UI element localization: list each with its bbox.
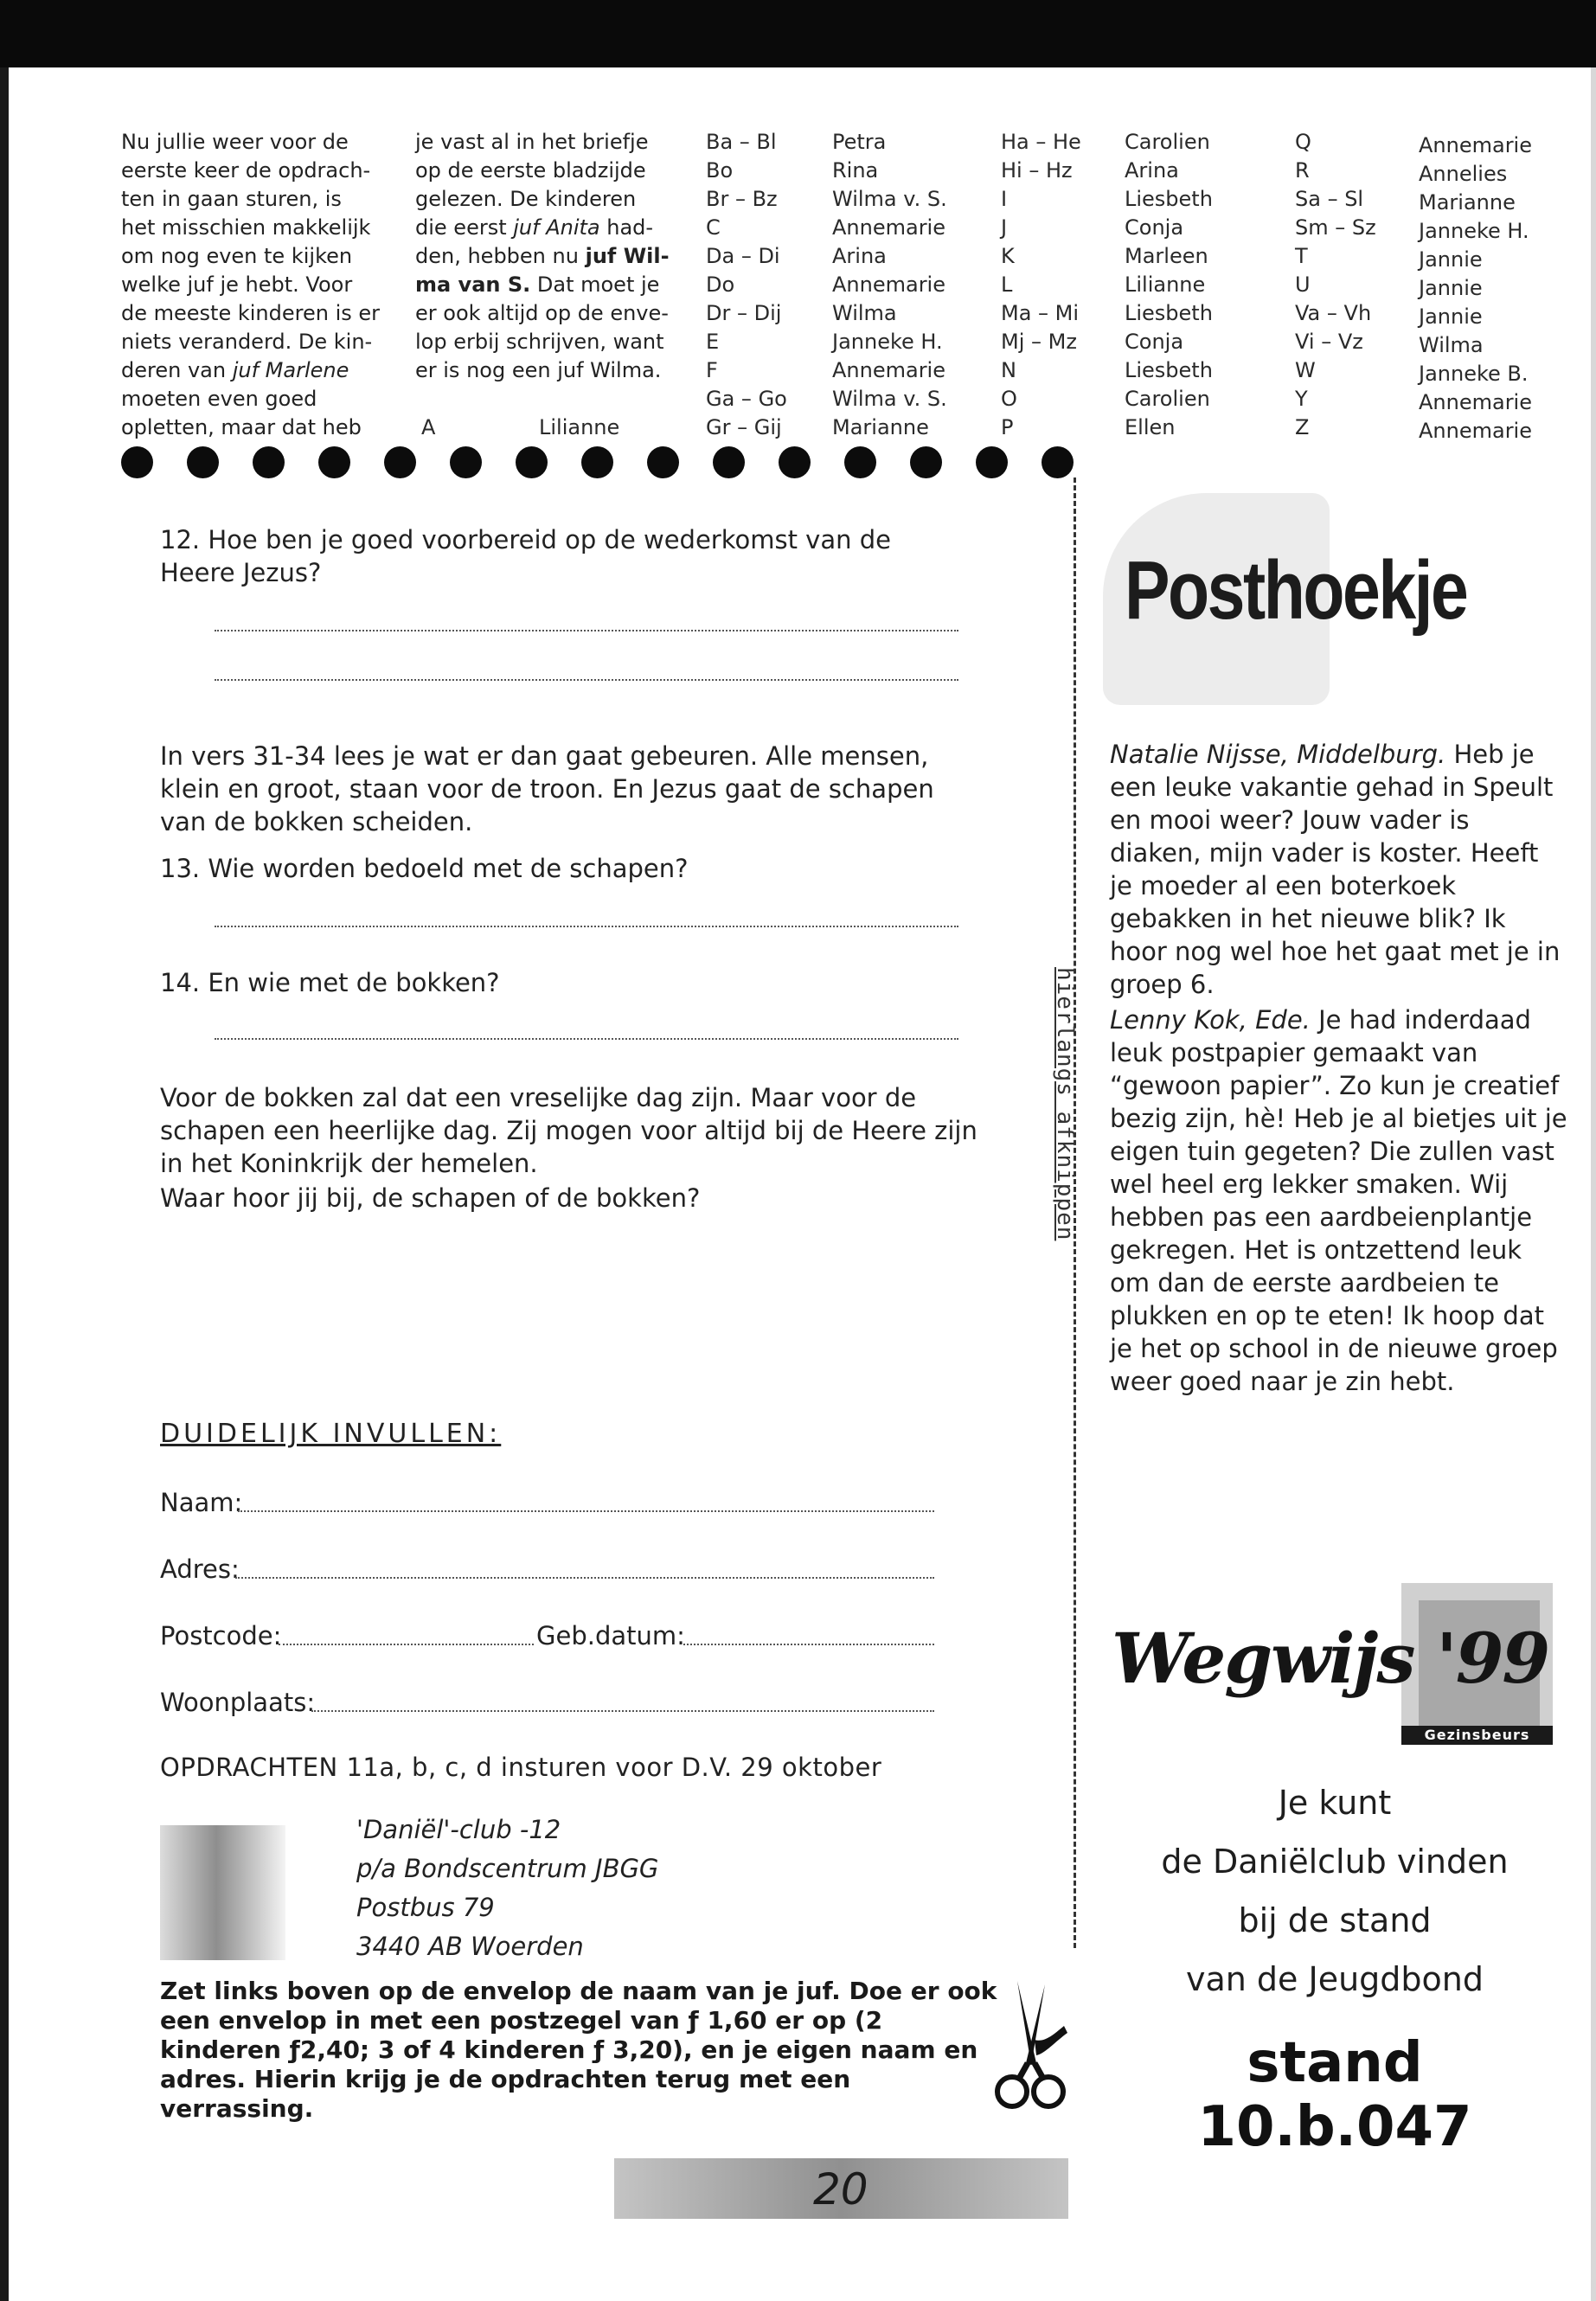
cut-line-text: hierlangs afknippen — [1052, 967, 1078, 1241]
answer-line-14[interactable] — [215, 1038, 958, 1040]
juf-letter-a: A — [421, 415, 436, 439]
juf-letters-col-1: Ba – Bl Bo Br – Bz C Da – Di Do Dr – Dij E F Ga – Go Gr – Gij — [706, 130, 787, 439]
letter-lenny — [1110, 1003, 1568, 1398]
postcode-label: Postcode: — [160, 1621, 282, 1650]
gebdatum-field[interactable] — [683, 1644, 934, 1645]
question-12: 12. Hoe ben je goed voorbereid op de wederkomst van de Heere Jezus? — [160, 525, 891, 587]
woonplaats-label: Woonplaats: — [160, 1688, 316, 1717]
address-decoration — [160, 1825, 285, 1960]
question-13: 13. Wie worden bedoeld met de schapen? — [160, 854, 689, 883]
juf-names-col-1: Petra Rina Wilma v. S. Annemarie Arina Annemarie Wilma Janneke H. Annemarie Wilma v. S. Marianne — [832, 130, 947, 439]
stand-line-1: Je kunt — [1278, 1784, 1392, 1822]
address-line-2: p/a Bondscentrum JBGG — [356, 1854, 659, 1883]
letter-1-text: Heb je een leuke vakantie gehad in Speult en mooi weer? Jouw vader is diaken, mijn vader is koster. Heeft je moeder al een boterkoek gebakken in het nieuwe blik? Ik hoor nog wel hoe het gaat met je in groep 6. — [1110, 740, 1561, 999]
address-line-3: Postbus 79 — [356, 1893, 495, 1922]
opdrachten-deadline: OPDRACHTEN 11a, b, c, d insturen voor D.V. 29 oktober — [160, 1753, 882, 1782]
postcode-field[interactable] — [279, 1644, 534, 1645]
bokken-paragraph: Voor de bokken zal dat een vreselijke dag zijn. Maar voor de schapen een heerlijke dag. Zij mogen voor altijd bij de Heere zijn in het Koninkrijk der hemelen. — [160, 1083, 977, 1178]
intro-column-2: je vast al in het briefje op de eerste bladzijde gelezen. De kinderen die eerst juf Anita had- den, hebben nu juf Wil- ma van S. Dat moet je er ook altijd op de enve- lop erbij schrijven, want er is nog een juf Wilma. — [415, 130, 670, 382]
left-scan-border — [0, 67, 9, 2301]
address-line-1: 'Daniël'-club -12 — [356, 1815, 561, 1844]
answer-line-13[interactable] — [215, 926, 958, 927]
naam-label: Naam: — [160, 1488, 243, 1517]
form-heading: DUIDELIJK INVULLEN: — [160, 1419, 502, 1449]
juf-name-a: Lilianne — [539, 415, 620, 439]
answer-line-12b[interactable] — [215, 679, 958, 681]
intro-column-1: Nu jullie weer voor de eerste keer de opdrach- ten in gaan sturen, is het misschien makkelijk om nog even te kijken welke juf je hebt. Voor de meeste kinderen is er niets veranderd. De kin- deren van juf Marlene moeten even goed opletten, maar dat heb — [121, 130, 381, 439]
gezinsbeurs-label: Gezinsbeurs — [1401, 1726, 1553, 1745]
juf-names-col-3: Annemarie Annelies Marianne Janneke H. Jannie Jannie Jannie Wilma Janneke B. Annemarie Annemarie — [1419, 133, 1532, 443]
juf-names-col-2: Carolien Arina Liesbeth Conja Marleen Lilianne Liesbeth Conja Liesbeth Carolien Ellen — [1125, 130, 1213, 439]
adres-field[interactable] — [235, 1577, 934, 1579]
top-scan-border — [0, 0, 1596, 67]
gebdatum-label: Geb.datum: — [536, 1621, 685, 1650]
question-schapen-bokken: Waar hoor jij bij, de schapen of de bokken? — [160, 1183, 701, 1213]
wegwijs-logo: Wegwijs '99 — [1112, 1618, 1549, 1699]
page-number: 20 — [813, 2164, 869, 2214]
juf-letters-col-3: Q R Sa – Sl Sm – Sz T U Va – Vh Vi – Vz W Y Z — [1295, 130, 1376, 439]
address-line-4: 3440 AB Woerden — [356, 1932, 584, 1961]
vers-paragraph: In vers 31-34 lees je wat er dan gaat gebeuren. Alle mensen, klein en groot, staan voor de troon. En Jezus gaat de schapen van de bokken scheiden. — [160, 741, 934, 836]
letter-natalie — [1110, 738, 1568, 1001]
scissors-icon — [993, 1981, 1071, 2114]
dot-divider — [121, 446, 1074, 478]
answer-line-12a[interactable] — [215, 630, 958, 631]
envelope-note: Zet links boven op de envelop de naam van je juf. Doe er ook een envelop in met een postzegel van ƒ 1,60 er op (2 kinderen ƒ2,40; 3 of 4 kinderen ƒ 3,20), en je eigen naam en adres. Hierin krijg je de opdrachten terug met een verrassing. — [160, 1977, 997, 2123]
juf-letters-col-2: Ha – He Hi – Hz I J K L Ma – Mi Mj – Mz N O P — [1001, 130, 1081, 439]
woonplaats-field[interactable] — [311, 1710, 934, 1712]
right-scan-border — [1591, 67, 1596, 2301]
letter-1-name: Natalie Nijsse, Middelburg. — [1110, 740, 1446, 769]
stand-line-4: van de Jeugdbond — [1185, 1960, 1484, 1998]
question-14: 14. En wie met de bokken? — [160, 968, 500, 997]
stand-line-2: de Daniëlclub vinden — [1161, 1843, 1509, 1881]
posthoekje-title: Posthoekje — [1125, 544, 1467, 637]
letter-2-text: Je had inderdaad leuk postpapier gemaakt van “gewoon papier”. Zo kun je creatief bezig zijn, hè! Heb je al bietjes uit je eigen tuin gegeten? Die zullen vast wel heel erg lekker smaken. Wij hebben pas een aardbeienplantje gekregen. Het is ontzettend leuk om dan de eerste aardbeien te plukken en op te eten! Ik hoop dat je het op school in de nieuwe groep weer goed naar je zin hebt. — [1110, 1005, 1567, 1396]
naam-field[interactable] — [238, 1510, 934, 1512]
stand-line-3: bij de stand — [1238, 1901, 1432, 1939]
adres-label: Adres: — [160, 1554, 240, 1584]
letter-2-name: Lenny Kok, Ede. — [1110, 1005, 1311, 1035]
stand-number: stand 10.b.047 — [1197, 2031, 1472, 2159]
